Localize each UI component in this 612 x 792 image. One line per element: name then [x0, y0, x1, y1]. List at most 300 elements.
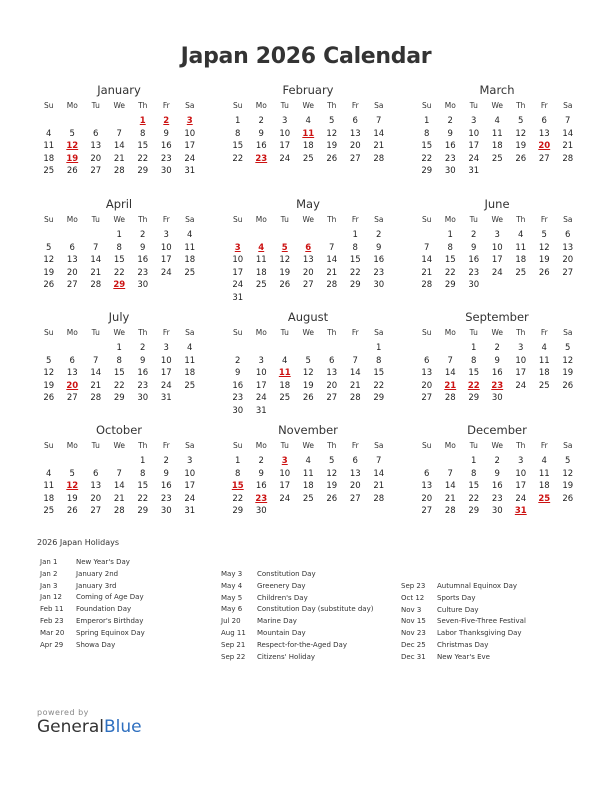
- month-name: June: [484, 197, 510, 211]
- day-cell: 28: [90, 393, 102, 404]
- day-cell: 8: [352, 242, 358, 253]
- brand-name-general: General: [37, 717, 104, 737]
- holiday-name: Christmas Day: [437, 640, 489, 649]
- day-cell: 16: [373, 255, 385, 266]
- weekday-header: We: [113, 101, 126, 110]
- weekday-header: Fr: [540, 441, 548, 450]
- weekday-header: Tu: [280, 441, 289, 450]
- day-cell: 31: [160, 393, 172, 404]
- day-cell: 16: [255, 481, 267, 492]
- month-july: [37, 309, 201, 405]
- day-cell: 7: [447, 468, 453, 479]
- weekday-header: Tu: [91, 441, 100, 450]
- day-cell: 5: [46, 242, 52, 253]
- day-cell: 10: [279, 468, 291, 479]
- day-cell: 27: [562, 267, 574, 278]
- day-cell: 26: [326, 153, 338, 164]
- holiday-date: Feb 11: [40, 605, 64, 614]
- powered-by-label: powered by: [37, 708, 89, 717]
- day-cell: 28: [562, 153, 574, 164]
- weekday-header: Tu: [469, 215, 478, 224]
- day-cell: 31: [468, 166, 480, 177]
- holiday-name: Spring Equinox Day: [76, 628, 145, 637]
- day-cell: 2: [258, 456, 264, 466]
- day-cell: 7: [93, 242, 99, 253]
- month-name: August: [287, 310, 329, 324]
- weekday-header: Fr: [540, 215, 548, 224]
- empty-cell: [108, 115, 132, 128]
- day-cell: 26: [66, 166, 78, 177]
- day-cell: 13: [349, 128, 361, 139]
- day-cell: 26: [562, 380, 574, 391]
- empty-cell: [320, 342, 344, 355]
- empty-cell: [439, 342, 463, 355]
- day-cell: 11: [538, 355, 550, 366]
- holiday-day-cell: 19: [66, 153, 79, 164]
- weekday-header: Sa: [185, 441, 195, 450]
- day-cell: 21: [90, 380, 102, 391]
- day-cell: 26: [43, 280, 55, 291]
- weekday-header: Sa: [374, 328, 384, 337]
- day-cell: 28: [326, 280, 338, 291]
- day-cell: 16: [491, 481, 503, 492]
- day-cell: 29: [421, 166, 433, 177]
- empty-cell: [344, 342, 368, 355]
- weekday-header: We: [113, 441, 126, 450]
- day-cell: 3: [494, 230, 500, 240]
- page-title: Japan 2026 Calendar: [180, 44, 432, 69]
- holiday-day-cell: 11: [278, 368, 291, 379]
- day-cell: 28: [444, 506, 456, 517]
- holiday-date: Mar 20: [40, 628, 65, 637]
- day-cell: 11: [302, 468, 314, 479]
- weekday-header: Th: [327, 215, 337, 224]
- holiday-day-cell: 23: [255, 153, 268, 164]
- day-cell: 15: [113, 368, 125, 379]
- weekday-header: Sa: [563, 101, 573, 110]
- day-cell: 9: [163, 128, 169, 139]
- day-cell: 4: [46, 468, 52, 479]
- holiday-day-cell: 6: [305, 242, 312, 253]
- day-cell: 5: [565, 456, 571, 466]
- day-cell: 10: [160, 355, 172, 366]
- day-cell: 1: [116, 230, 122, 240]
- day-cell: 2: [494, 343, 500, 353]
- weekday-header: Mo: [444, 101, 456, 110]
- holiday-day-cell: 31: [514, 506, 527, 517]
- day-cell: 10: [184, 128, 196, 139]
- day-cell: 9: [140, 355, 146, 366]
- empty-cell: [61, 115, 85, 128]
- day-cell: 5: [329, 456, 335, 466]
- day-cell: 28: [421, 280, 433, 291]
- holiday-name: Emperor's Birthday: [76, 616, 144, 625]
- day-cell: 21: [562, 141, 574, 152]
- weekday-header: Su: [43, 441, 54, 450]
- day-cell: 17: [160, 255, 172, 266]
- day-cell: 18: [515, 255, 527, 266]
- day-cell: 30: [491, 393, 503, 404]
- day-cell: 1: [235, 456, 241, 466]
- weekday-header: Th: [138, 101, 148, 110]
- weekday-header: Fr: [351, 441, 359, 450]
- weekday-header: Fr: [162, 101, 170, 110]
- day-cell: 8: [140, 468, 146, 479]
- day-cell: 15: [468, 481, 480, 492]
- day-cell: 19: [66, 493, 78, 504]
- day-cell: 23: [468, 267, 480, 278]
- holiday-name: January 3rd: [76, 581, 117, 590]
- weekday-header: Mo: [66, 328, 78, 337]
- holiday-name: Showa Day: [76, 640, 116, 649]
- holiday-date: Dec 25: [401, 640, 426, 649]
- day-cell: 27: [302, 280, 314, 291]
- holiday-name: New Year's Eve: [437, 652, 490, 661]
- holiday-row: [221, 593, 373, 605]
- empty-cell: [37, 342, 61, 355]
- day-cell: 10: [515, 468, 527, 479]
- weekday-header: Th: [327, 101, 337, 110]
- day-cell: 18: [491, 141, 503, 152]
- day-cell: 24: [184, 493, 196, 504]
- day-cell: 29: [468, 506, 480, 517]
- day-cell: 9: [258, 128, 264, 139]
- holiday-day-cell: 4: [258, 242, 265, 253]
- day-cell: 30: [255, 506, 267, 517]
- day-cell: 8: [116, 355, 122, 366]
- day-cell: 20: [302, 267, 314, 278]
- day-cell: 11: [255, 255, 267, 266]
- empty-cell: [84, 229, 108, 242]
- weekday-header: Su: [232, 215, 243, 224]
- day-cell: 20: [421, 493, 433, 504]
- day-cell: 1: [471, 456, 477, 466]
- day-cell: 25: [515, 267, 527, 278]
- day-cell: 21: [326, 267, 338, 278]
- day-cell: 18: [538, 481, 550, 492]
- day-cell: 18: [184, 255, 196, 266]
- holiday-row: [221, 652, 373, 664]
- holiday-row: [40, 557, 145, 569]
- day-cell: 19: [302, 380, 314, 391]
- month-november: [226, 422, 390, 518]
- day-cell: 7: [93, 355, 99, 366]
- holiday-date: Oct 12: [401, 593, 425, 602]
- day-cell: 6: [565, 230, 571, 240]
- weekday-header: Tu: [91, 101, 100, 110]
- empty-cell: [250, 229, 274, 242]
- day-cell: 14: [326, 255, 338, 266]
- weekday-header: We: [302, 328, 315, 337]
- day-cell: 14: [444, 368, 456, 379]
- brand-logo: [37, 708, 142, 737]
- day-cell: 12: [515, 128, 527, 139]
- day-cell: 2: [140, 230, 146, 240]
- day-cell: 5: [541, 230, 547, 240]
- day-cell: 27: [66, 393, 78, 404]
- holiday-day-cell: 20: [538, 141, 551, 152]
- holiday-name: Citizens' Holiday: [257, 652, 316, 661]
- day-cell: 6: [329, 355, 335, 366]
- holiday-date: Jan 1: [40, 558, 58, 566]
- day-cell: 4: [305, 116, 311, 126]
- day-cell: 6: [69, 355, 75, 366]
- day-cell: 13: [562, 242, 574, 253]
- day-cell: 21: [349, 380, 361, 391]
- day-cell: 3: [518, 456, 524, 466]
- day-cell: 2: [494, 456, 500, 466]
- weekday-header: Sa: [563, 441, 573, 450]
- day-cell: 13: [326, 368, 338, 379]
- holiday-name: Autumnal Equinox Day: [437, 582, 518, 590]
- day-cell: 16: [232, 380, 244, 391]
- empty-cell: [61, 342, 85, 355]
- day-cell: 22: [113, 380, 125, 391]
- weekday-header: Mo: [66, 441, 78, 450]
- day-cell: 15: [468, 368, 480, 379]
- holiday-date: Jul 20: [221, 617, 241, 626]
- day-cell: 17: [160, 368, 172, 379]
- day-cell: 6: [69, 242, 75, 253]
- day-cell: 17: [279, 481, 291, 492]
- weekday-header: Sa: [563, 328, 573, 337]
- day-cell: 10: [255, 368, 267, 379]
- weekday-header: Sa: [374, 441, 384, 450]
- day-cell: 13: [66, 255, 78, 266]
- day-cell: 15: [421, 141, 433, 152]
- holiday-row: [401, 605, 526, 617]
- holiday-name: Children's Day: [257, 593, 308, 602]
- day-cell: 11: [491, 128, 503, 139]
- day-cell: 10: [515, 355, 527, 366]
- day-cell: 25: [43, 506, 55, 517]
- day-cell: 26: [515, 153, 527, 164]
- weekday-header: Mo: [66, 215, 78, 224]
- day-cell: 7: [376, 116, 382, 126]
- day-cell: 2: [140, 343, 146, 353]
- day-cell: 9: [494, 468, 500, 479]
- weekday-header: We: [113, 215, 126, 224]
- weekday-header: Th: [516, 328, 526, 337]
- day-cell: 2: [471, 230, 477, 240]
- weekday-header: Fr: [351, 101, 359, 110]
- day-cell: 10: [491, 242, 503, 253]
- month-name: December: [467, 423, 527, 437]
- holiday-name: Mountain Day: [257, 628, 306, 637]
- day-cell: 14: [421, 255, 433, 266]
- day-cell: 27: [538, 153, 550, 164]
- day-cell: 31: [184, 166, 196, 177]
- month-september: [415, 309, 579, 405]
- day-cell: 8: [235, 468, 241, 479]
- day-cell: 16: [468, 255, 480, 266]
- day-cell: 22: [232, 153, 244, 164]
- weekday-header: We: [491, 328, 504, 337]
- holiday-day-cell: 3: [234, 242, 241, 253]
- month-name: April: [105, 197, 133, 211]
- holiday-row: [401, 628, 526, 640]
- holiday-date: Nov 15: [401, 617, 426, 626]
- empty-cell: [37, 229, 61, 242]
- day-cell: 12: [562, 355, 574, 366]
- holiday-day-cell: 3: [281, 456, 288, 466]
- holiday-date: Jan 3: [40, 581, 58, 590]
- day-cell: 8: [447, 242, 453, 253]
- empty-cell: [297, 229, 321, 242]
- day-cell: 29: [444, 280, 456, 291]
- day-cell: 2: [447, 116, 453, 126]
- holiday-day-cell: 3: [186, 116, 193, 126]
- empty-cell: [61, 455, 85, 468]
- day-cell: 16: [137, 368, 149, 379]
- day-cell: 6: [541, 116, 547, 126]
- day-cell: 1: [447, 230, 453, 240]
- day-cell: 13: [421, 368, 433, 379]
- month-january: [37, 82, 201, 178]
- holiday-name: Greenery Day: [257, 581, 306, 590]
- day-cell: 30: [160, 506, 172, 517]
- month-name: October: [95, 423, 143, 437]
- day-cell: 7: [376, 456, 382, 466]
- day-cell: 19: [43, 380, 55, 391]
- day-cell: 4: [494, 116, 500, 126]
- day-cell: 4: [518, 230, 524, 240]
- month-june: [415, 196, 579, 292]
- day-cell: 20: [90, 153, 102, 164]
- empty-cell: [84, 115, 108, 128]
- day-cell: 24: [160, 267, 172, 278]
- day-cell: 10: [160, 242, 172, 253]
- day-cell: 18: [43, 493, 55, 504]
- holiday-date: Apr 29: [40, 640, 64, 649]
- holiday-date: Jan 12: [40, 593, 62, 602]
- weekday-header: Th: [138, 215, 148, 224]
- day-cell: 27: [421, 393, 433, 404]
- holiday-date: Dec 31: [401, 652, 426, 661]
- empty-cell: [61, 229, 85, 242]
- empty-cell: [439, 455, 463, 468]
- day-cell: 12: [279, 255, 291, 266]
- day-cell: 24: [279, 493, 291, 504]
- day-cell: 29: [137, 506, 149, 517]
- month-august: [226, 309, 390, 418]
- weekday-header: Fr: [162, 441, 170, 450]
- day-cell: 21: [373, 141, 385, 152]
- weekday-header: We: [113, 328, 126, 337]
- day-cell: 9: [494, 355, 500, 366]
- day-cell: 8: [471, 468, 477, 479]
- holiday-date: May 4: [221, 581, 243, 590]
- day-cell: 11: [538, 468, 550, 479]
- day-cell: 27: [90, 166, 102, 177]
- day-cell: 21: [421, 267, 433, 278]
- day-cell: 6: [424, 468, 430, 479]
- day-cell: 7: [116, 468, 122, 479]
- day-cell: 18: [538, 368, 550, 379]
- day-cell: 5: [69, 468, 75, 479]
- month-name: May: [296, 197, 320, 211]
- day-cell: 8: [116, 242, 122, 253]
- day-cell: 28: [113, 166, 125, 177]
- weekday-header: Mo: [444, 215, 456, 224]
- day-cell: 18: [302, 141, 314, 152]
- weekday-header: Su: [421, 441, 432, 450]
- day-cell: 14: [113, 141, 125, 152]
- holiday-row: [221, 628, 373, 640]
- weekday-header: Mo: [255, 101, 267, 110]
- weekday-header: Mo: [255, 215, 267, 224]
- day-cell: 9: [258, 468, 264, 479]
- day-cell: 22: [232, 493, 244, 504]
- weekday-header: Su: [43, 328, 54, 337]
- day-cell: 17: [255, 380, 267, 391]
- month-december: [415, 422, 579, 518]
- holiday-day-cell: 15: [231, 481, 244, 492]
- day-cell: 1: [352, 230, 358, 240]
- day-cell: 26: [326, 493, 338, 504]
- day-cell: 13: [538, 128, 550, 139]
- day-cell: 9: [140, 242, 146, 253]
- month-april: [37, 196, 201, 292]
- holiday-column: [401, 581, 526, 664]
- day-cell: 4: [187, 230, 193, 240]
- day-cell: 25: [255, 280, 267, 291]
- day-cell: 15: [137, 481, 149, 492]
- day-cell: 4: [541, 343, 547, 353]
- day-cell: 16: [444, 141, 456, 152]
- day-cell: 24: [515, 493, 527, 504]
- holiday-date: Feb 23: [40, 616, 64, 625]
- weekday-header: Tu: [280, 328, 289, 337]
- holiday-column: [221, 569, 373, 663]
- day-cell: 23: [137, 267, 149, 278]
- day-cell: 17: [232, 267, 244, 278]
- day-cell: 12: [326, 468, 338, 479]
- empty-cell: [273, 229, 297, 242]
- day-cell: 16: [160, 141, 172, 152]
- day-cell: 20: [326, 380, 338, 391]
- day-cell: 21: [90, 267, 102, 278]
- day-cell: 9: [471, 242, 477, 253]
- empty-cell: [415, 229, 439, 242]
- holiday-date: May 3: [221, 570, 243, 578]
- weekday-header: Sa: [374, 215, 384, 224]
- holiday-row: [40, 628, 145, 640]
- day-cell: 19: [279, 267, 291, 278]
- day-cell: 11: [43, 141, 55, 152]
- day-cell: 24: [491, 267, 503, 278]
- day-cell: 1: [140, 456, 146, 466]
- day-cell: 22: [137, 153, 149, 164]
- weekday-header: Mo: [255, 328, 267, 337]
- day-cell: 5: [46, 355, 52, 366]
- day-cell: 12: [43, 255, 55, 266]
- month-october: [37, 422, 201, 518]
- day-cell: 6: [352, 456, 358, 466]
- day-cell: 6: [93, 128, 99, 139]
- day-cell: 30: [468, 280, 480, 291]
- day-cell: 14: [373, 468, 385, 479]
- day-cell: 6: [93, 468, 99, 479]
- holiday-day-cell: 12: [66, 481, 79, 492]
- day-cell: 24: [468, 153, 480, 164]
- day-cell: 29: [468, 393, 480, 404]
- holiday-date: Nov 3: [401, 605, 422, 614]
- day-cell: 7: [116, 128, 122, 139]
- day-cell: 29: [349, 280, 361, 291]
- weekday-header: Fr: [351, 328, 359, 337]
- holiday-date: Nov 23: [401, 629, 426, 638]
